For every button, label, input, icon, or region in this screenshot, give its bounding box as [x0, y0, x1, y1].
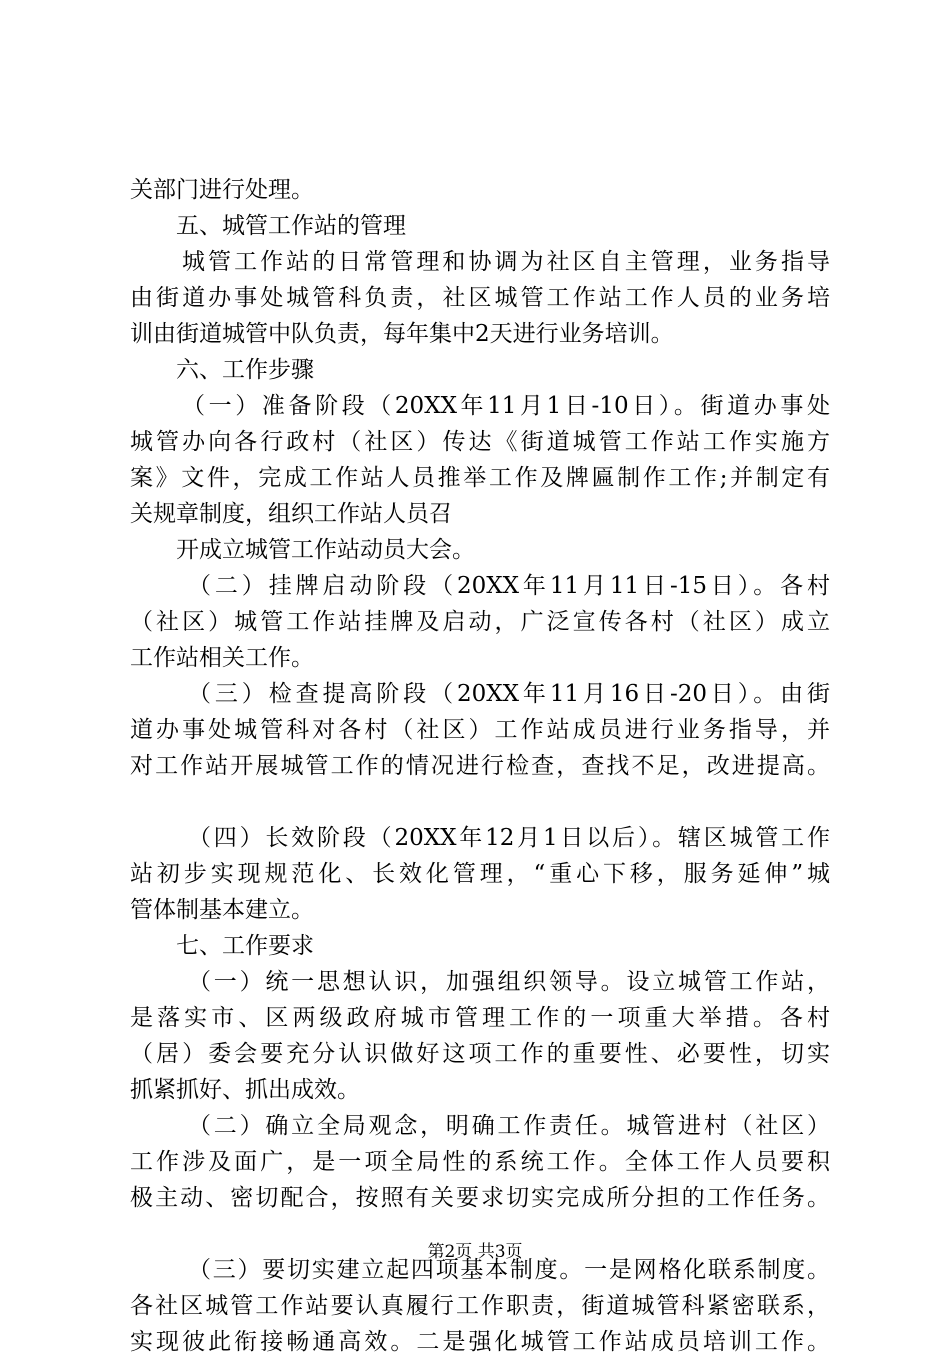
text-line: （三）要切实建立起四项基本制度。一是网格化联系制度。 [188, 1257, 830, 1283]
text-line: 城管工作站的日常管理和协调为社区自主管理，业务指导 [182, 249, 830, 275]
text-line: 道办事处城管科对各村（社区）工作站成员进行业务指导，并 [130, 717, 830, 743]
text-line: 开成立城管工作站动员大会。 [176, 537, 475, 563]
text-line: 由街道办事处城管科负责，社区城管工作站工作人员的业务培 [130, 285, 830, 311]
text-line: 工作涉及面广，是一项全局性的系统工作。全体工作人员要积 [130, 1149, 830, 1175]
page-footer [0, 1240, 950, 1264]
blank-line [130, 784, 830, 820]
text-line: 实现彼此衔接畅通高效。二是强化城管工作站成员培训工作。 [130, 1329, 830, 1355]
text-line: （四）长效阶段（20XX年12月1日以后）。辖区城管工作 [188, 825, 830, 851]
text-line: 管体制基本建立。 [130, 897, 314, 923]
document-body [130, 172, 830, 1360]
text-line: （社区）城管工作站挂牌及启动，广泛宣传各村（社区）成立 [130, 609, 830, 635]
text-line: 是落实市、区两级政府城市管理工作的一项重大举措。各村 [130, 1005, 830, 1031]
section-heading: 六、工作步骤 [176, 357, 314, 383]
page-number: 第2页 共3页 [427, 1242, 523, 1262]
text-line: （一）统一思想认识，加强组织领导。设立城管工作站， [188, 969, 830, 995]
text-line: 关规章制度，组织工作站人员召 [130, 501, 452, 527]
text-line: 抓紧抓好、抓出成效。 [130, 1077, 360, 1103]
text-line: 站初步实现规范化、长效化管理，“重心下移，服务延伸”城 [130, 861, 830, 887]
section-heading: 七、工作要求 [176, 933, 314, 959]
text-line: 案》文件，完成工作站人员推举工作及牌匾制作工作;并制定有 [130, 465, 830, 491]
text-line: 训由街道城管中队负责，每年集中2天进行业务培训。 [130, 321, 674, 347]
text-line: （二）确立全局观念，明确工作责任。城管进村（社区） [188, 1113, 830, 1139]
text-line: 关部门进行处理。 [130, 177, 314, 203]
text-line: 各社区城管工作站要认真履行工作职责，街道城管科紧密联系， [130, 1293, 830, 1319]
section-heading: 五、城管工作站的管理 [176, 213, 406, 239]
text-line: （居）委会要充分认识做好这项工作的重要性、必要性，切实 [130, 1041, 830, 1067]
text-line: 工作站相关工作。 [130, 645, 314, 671]
text-line: 城管办向各行政村（社区）传达《街道城管工作站工作实施方 [130, 429, 830, 455]
text-line: 对工作站开展城管工作的情况进行检查，查找不足，改进提高。 [130, 753, 830, 779]
text-line: （三）检查提高阶段（20XX年11月16日-20日）。由街 [188, 681, 830, 707]
text-line: （一）准备阶段（20XX年11月1日-10日）。街道办事处 [182, 393, 830, 419]
text-line: 极主动、密切配合，按照有关要求切实完成所分担的工作任务。 [130, 1185, 830, 1211]
text-line: （二）挂牌启动阶段（20XX年11月11日-15日）。各村 [188, 573, 830, 599]
